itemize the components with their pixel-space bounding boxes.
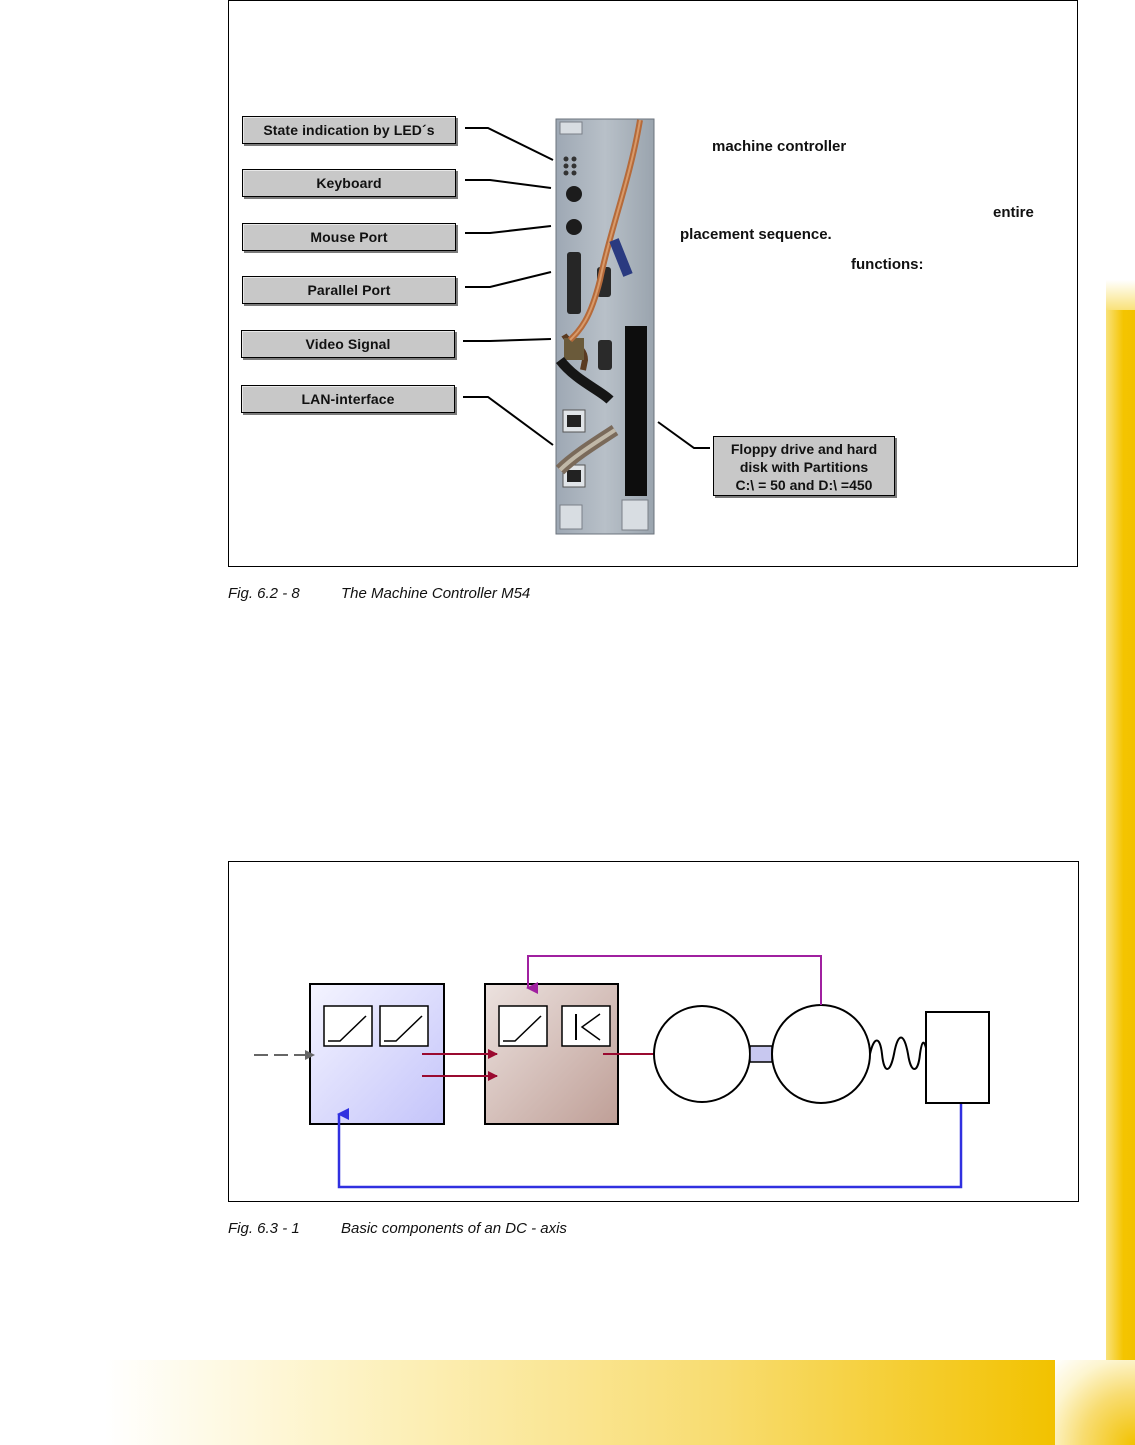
figure1-caption-number: Fig. 6.2 - 8 — [228, 585, 300, 602]
figure2-caption-text: Basic components of an DC - axis — [341, 1220, 567, 1237]
figure2-caption-number: Fig. 6.3 - 1 — [228, 1220, 300, 1237]
label-keyboard: Keyboard — [242, 169, 456, 197]
desc-entire: entire — [993, 204, 1034, 221]
desc-placement-sequence: placement sequence. — [680, 226, 832, 243]
amplifier-block — [485, 984, 618, 1124]
shaft-coupling — [750, 1046, 772, 1062]
desc-functions: functions: — [851, 256, 924, 273]
position-encoder-block — [926, 1012, 989, 1103]
label-parallel-port: Parallel Port — [242, 276, 456, 304]
label-state-indication-leds: State indication by LED´s — [242, 116, 456, 144]
figure1-caption-text: The Machine Controller M54 — [341, 585, 531, 602]
floppy-line-1: Floppy drive and hard — [730, 441, 878, 457]
desc-machine-controller: machine controller — [712, 138, 847, 155]
dc-motor-circle — [654, 1006, 750, 1102]
tacho-generator-circle — [772, 1005, 870, 1103]
label-mouse-port: Mouse Port — [242, 223, 456, 251]
floppy-line-2: disk with Partitions — [739, 459, 869, 475]
label-lan-interface: LAN-interface — [241, 385, 455, 413]
spindle-spring — [870, 1038, 926, 1070]
label-video-signal: Video Signal — [241, 330, 455, 358]
floppy-line-3: C:\ = 50 and D:\ =450 — [735, 477, 873, 493]
